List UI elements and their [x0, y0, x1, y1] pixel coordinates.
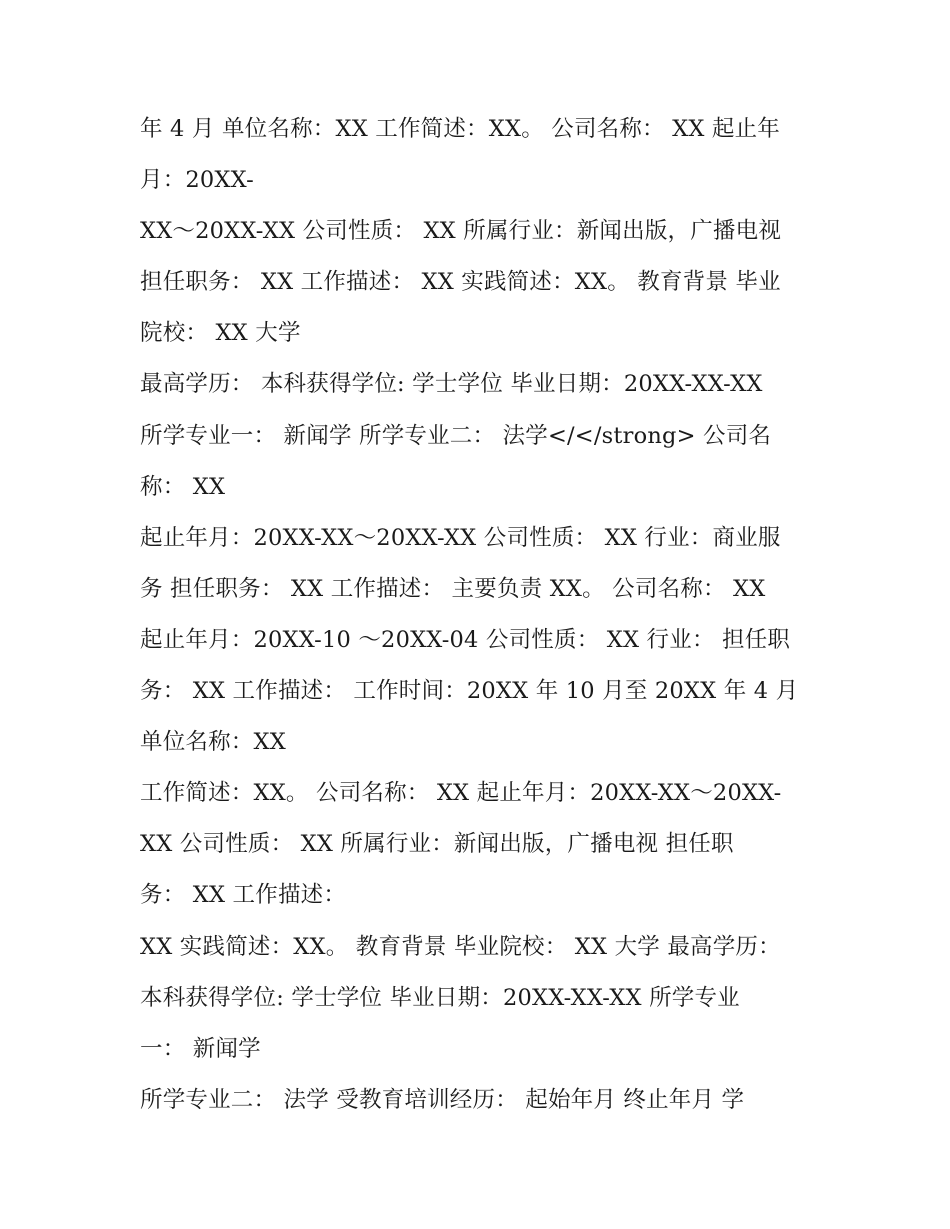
text-line: 单位名称：XX [140, 729, 286, 756]
text-line: 起止年月：20XX-10 ～20XX-04 公司性质： XX 行业： 担任职 [140, 626, 791, 653]
text-line: 担任职务： XX 工作描述： XX 实践简述：XX。 教育背景 毕业 [140, 269, 781, 296]
text-line: 本科获得学位: 学士学位 毕业日期：20XX-XX-XX 所学专业 [140, 984, 740, 1011]
text-line: XX 实践简述：XX。 教育背景 毕业院校： XX 大学 最高学历： [140, 933, 781, 960]
text-line: 院校： XX 大学 [140, 320, 301, 347]
text-line: 年 4 月 单位名称：XX 工作简述：XX。 公司名称： XX 起止年 [140, 116, 780, 142]
text-line: 所学专业一： 新闻学 所学专业二： 法学</</strong> 公司名 [140, 422, 772, 449]
text-line: 起止年月：20XX-XX～20XX-XX 公司性质： XX 行业：商业服 [140, 524, 781, 551]
text-line: 称： XX [140, 473, 226, 500]
text-line: XX 公司性质： XX 所属行业：新闻出版，广播电视 担任职 [140, 831, 734, 858]
text-line: 月：20XX- [140, 167, 254, 194]
text-line: 工作简述：XX。 公司名称： XX 起止年月：20XX-XX～20XX- [140, 780, 782, 807]
text-line: 最高学历： 本科获得学位: 学士学位 毕业日期：20XX-XX-XX [140, 371, 763, 398]
text-line: 务： XX 工作描述： [140, 882, 347, 909]
text-line: XX～20XX-XX 公司性质： XX 所属行业：新闻出版，广播电视 [140, 218, 782, 245]
text-line: 务： XX 工作描述： 工作时间：20XX 年 10 月至 20XX 年 4 月 [140, 678, 799, 705]
text-line: 所学专业二： 法学 受教育培训经历： 起始年月 终止年月 学 [140, 1086, 745, 1113]
text-line: 务 担任职务： XX 工作描述： 主要负责 XX。 公司名称： XX [140, 575, 766, 602]
text-line: 一： 新闻学 [140, 1035, 261, 1062]
document-body [140, 104, 820, 1126]
